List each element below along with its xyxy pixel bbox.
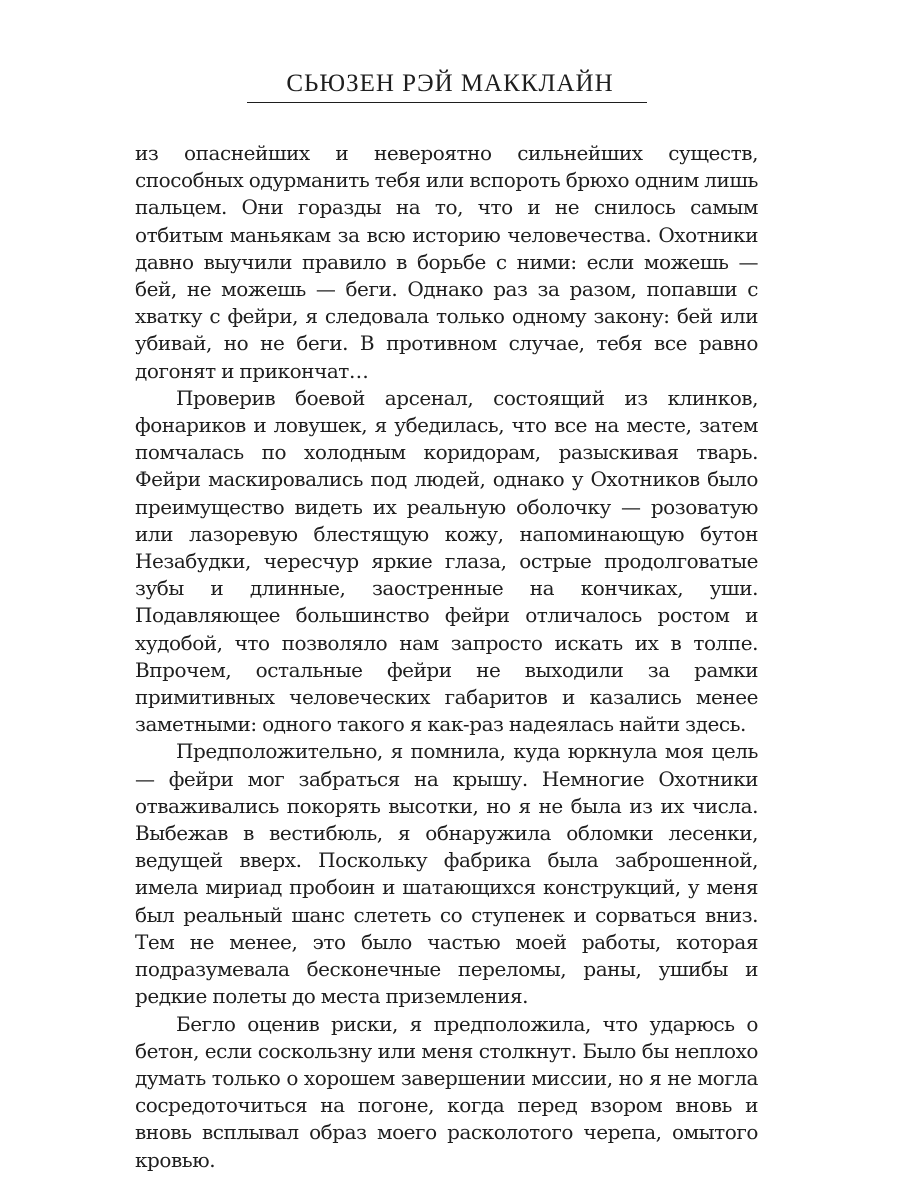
body-text — [135, 140, 758, 1174]
paragraph: Бегло оценив риски, я предположила, что ударюсь о бетон, если соскользну или меня столкнут. Было бы неплохо думать только о хорошем завершении миссии, но я не могла сосредоточиться на погоне, когда перед взором вновь и вновь всплывал образ моего расколотого черепа, омытого кровью. — [135, 1011, 758, 1172]
paragraph-continued: из опаснейших и невероятно сильнейших существ, способных одурманить тебя или вспороть брюхо одним лишь пальцем. Они горазды на то, что и не снилось самым отбитым маньякам за всю историю человечества. Охотники давно выучили правило в борьбе с ними: если можешь — бей, не можешь — беги. Однако раз за разом, попавши с хватку с фейри, я следовала только одному закону: бей или убивай, но не беги. В противном случае, тебя все равно догонят и прикончат… — [135, 141, 758, 383]
running-header-author: СЬЮЗЕН РЭЙ МАККЛАЙН — [286, 70, 614, 97]
header-rule — [247, 102, 647, 103]
paragraph: Проверив боевой арсенал, состоящий из клинков, фонариков и ловушек, я убедилась, что все на месте, затем помчалась по холодным коридорам, разыскивая тварь. Фейри маскировались под людей, однако у Охотников было преимущество видеть их реальную оболочку — розоватую или лазоревую блестящую кожу, напоминающую бутон Незабудки, чересчур яркие глаза, острые продолговатые зубы и длинные, заостренные на кончиках, уши. Подавляющее большинство фейри отличалось ростом и худобой, что позволяло нам запросто искать их в толпе. Впрочем, остальные фейри не выходили за рамки примитивных человеческих габаритов и казались менее заметными: одного такого я как-раз надеялась найти здесь. — [135, 385, 758, 737]
paragraph: Предположительно, я помнила, куда юркнула моя цель — фейри мог забраться на крышу. Немногие Охотники отваживались покорять высотки, но я не была из их числа. Выбежав в вестибюль, я обнаружила обломки лесенки, ведущей вверх. Поскольку фабрика была заброшенной, имела мириад пробоин и шатающихся конструкций, у меня был реальный шанс слететь со ступенек и сорваться вниз. Тем не менее, это было частью моей работы, которая подразумевала бесконечные переломы, раны, ушибы и редкие полеты до места приземления. — [135, 739, 758, 1009]
